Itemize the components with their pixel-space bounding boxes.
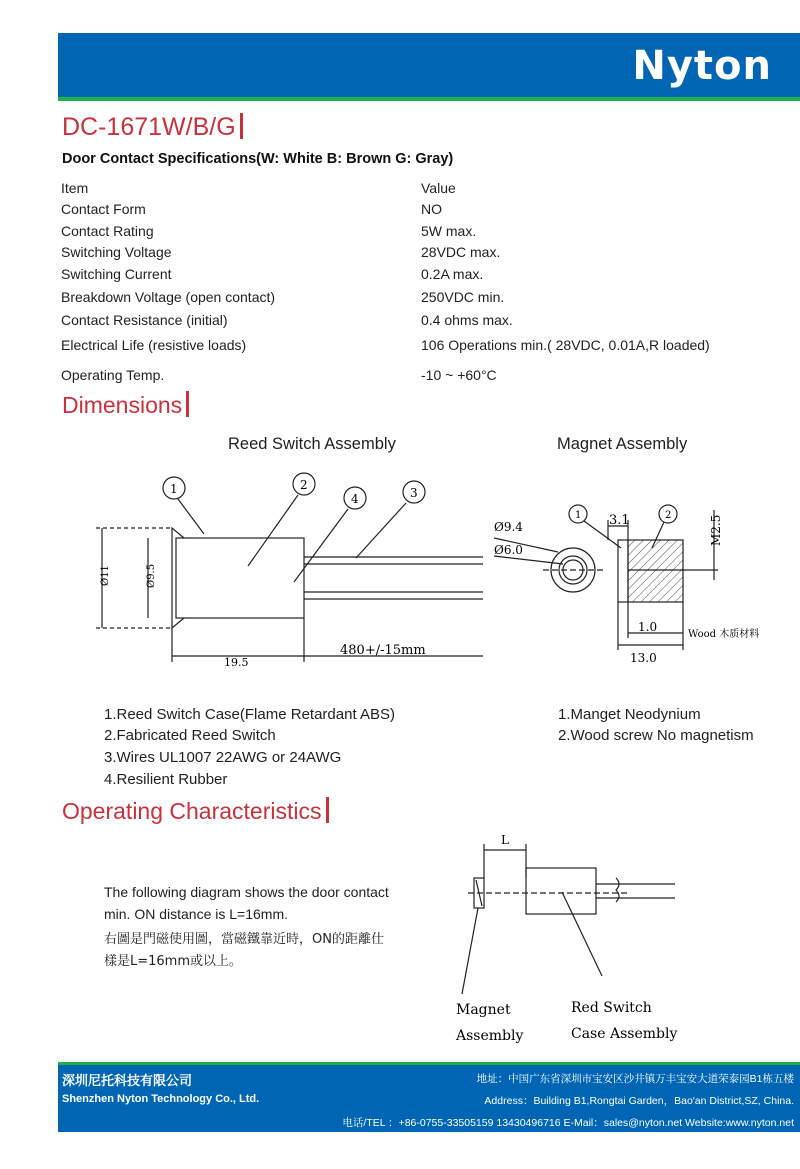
reed-part-item: 3.Wires UL1007 22AWG or 24AWG — [104, 749, 342, 766]
title-bar — [326, 797, 329, 823]
brand-logo: Nyton — [632, 43, 772, 89]
d60-label: Ø6.0 — [494, 543, 523, 557]
magnet-part-item: 2.Wood screw No magnetism — [558, 727, 754, 744]
leader-3 — [356, 503, 406, 558]
operating-desc-line: 樣是L=16mm或以上。 — [104, 954, 243, 969]
dim-10-label: 1.0 — [638, 620, 658, 634]
spec-value: 0.2A max. — [421, 266, 484, 282]
spec-item: Contact Form — [61, 201, 146, 217]
spec-value: 106 Operations min.( 28VDC, 0.01A,R loaded) — [421, 337, 710, 353]
reed-switch-drawing — [88, 470, 488, 670]
l-label: L — [501, 833, 509, 847]
footer-company-en: Shenzhen Nyton Technology Co., Ltd. — [62, 1093, 260, 1105]
spec-item: Contact Rating — [61, 223, 154, 239]
operating-diagram — [440, 826, 690, 1051]
spec-value: 28VDC max. — [421, 244, 501, 260]
wood-section — [628, 540, 683, 602]
d94-label: Ø9.4 — [494, 520, 523, 534]
dim-31-label: 3.1 — [609, 513, 630, 528]
operating-desc-line: 右圖是門磁使用圖，當磁鐵靠近時，ON的距離仕 — [104, 932, 384, 947]
footer-band — [58, 1062, 800, 1132]
spec-item: Switching Current — [61, 266, 172, 282]
spec-value: 5W max. — [421, 223, 477, 239]
dimensions-heading-text: Dimensions — [62, 392, 183, 418]
reed-case-outline — [176, 538, 304, 618]
magnet-callout-1-label: 1 — [575, 510, 582, 521]
header-band — [58, 33, 800, 101]
spec-value: 250VDC min. — [421, 289, 505, 305]
callout-1-label: 1 — [170, 482, 178, 496]
operating-heading-text: Operating Characteristics — [62, 798, 322, 824]
title-bar — [240, 113, 243, 139]
spec-value: NO — [421, 201, 442, 217]
reed-part-item: 2.Fabricated Reed Switch — [104, 727, 276, 744]
wood-label: Wood 木质材料 — [688, 629, 760, 640]
reed-rubber-end — [172, 528, 184, 628]
m25-label: M2.5 — [709, 514, 723, 546]
spec-value: 0.4 ohms max. — [421, 312, 513, 328]
reed-caption-line-2: Case Assembly — [571, 1026, 678, 1042]
spec-value: -10 ~ +60°C — [421, 367, 497, 383]
dim-d95-label: Ø9.5 — [146, 563, 157, 588]
operating-desc-line: The following diagram shows the door contact — [104, 884, 389, 900]
operating-heading — [62, 797, 329, 825]
footer-contact: 电话/TEL ：+86-0755-33505159 13430496716 E-Mail：sales@nyton.net Website:www.nyton.net — [342, 1117, 794, 1129]
callout-3-label: 3 — [410, 486, 418, 500]
magnet-callout-2-label: 2 — [665, 510, 672, 521]
magnet-caption-line-2: Assembly — [456, 1028, 524, 1044]
reed-assembly-caption: Reed Switch Assembly — [228, 435, 396, 453]
footer-address-en: Address：Building B1,Rongtai Garden，Bao'an District,SZ, China. — [484, 1095, 794, 1107]
spec-item-header: Item — [61, 180, 89, 196]
reed-part-item: 1.Reed Switch Case(Flame Retardant ABS) — [104, 706, 395, 723]
d60-leader — [494, 556, 563, 564]
reed-caption-line-1: Red Switch — [571, 1000, 652, 1016]
leader-4 — [294, 509, 348, 582]
reed-case-block — [526, 868, 596, 914]
footer-company-cn: 深圳尼托科技有限公司 — [62, 1073, 193, 1088]
title-bar — [186, 391, 189, 417]
spec-item: Switching Voltage — [61, 244, 172, 260]
spec-value-header: Value — [421, 180, 456, 196]
magnet-caption-line-1: Magnet — [456, 1002, 511, 1018]
callout-4-label: 4 — [351, 492, 359, 506]
operating-desc-line: min. ON distance is L=16mm. — [104, 906, 289, 922]
dim-wire-label: 480+/-15mm — [340, 643, 426, 658]
dim-length-label: 19.5 — [224, 656, 249, 669]
magnet-disc — [618, 540, 628, 602]
magnet-drawing — [488, 500, 800, 670]
model-text: DC-1671W/B/G — [62, 113, 236, 141]
spec-item: Operating Temp. — [61, 367, 165, 383]
dim-d11-label: Ø11 — [100, 565, 111, 586]
magnet-leader — [462, 908, 478, 994]
spec-item: Contact Resistance (initial) — [61, 312, 228, 328]
dimensions-heading — [62, 391, 189, 419]
spec-title: Door Contact Specifications(W: White B: Brown G: Gray) — [62, 151, 454, 167]
footer-address-cn: 地址：中国广东省深圳市宝安区沙井镇万丰宝安大道荣泰园B1栋五楼 — [476, 1073, 794, 1085]
leader-1 — [178, 499, 204, 534]
spec-item: Electrical Life (resistive loads) — [61, 337, 247, 353]
leader-2 — [248, 495, 298, 566]
dim-130-label: 13.0 — [630, 651, 657, 665]
model-title — [62, 113, 243, 142]
reed-part-item: 4.Resilient Rubber — [104, 771, 228, 788]
spec-item: Breakdown Voltage (open contact) — [61, 289, 276, 305]
magnet-assembly-caption: Magnet Assembly — [557, 435, 688, 453]
magnet-part-item: 1.Manget Neodynium — [558, 706, 701, 723]
callout-2-label: 2 — [300, 478, 308, 492]
